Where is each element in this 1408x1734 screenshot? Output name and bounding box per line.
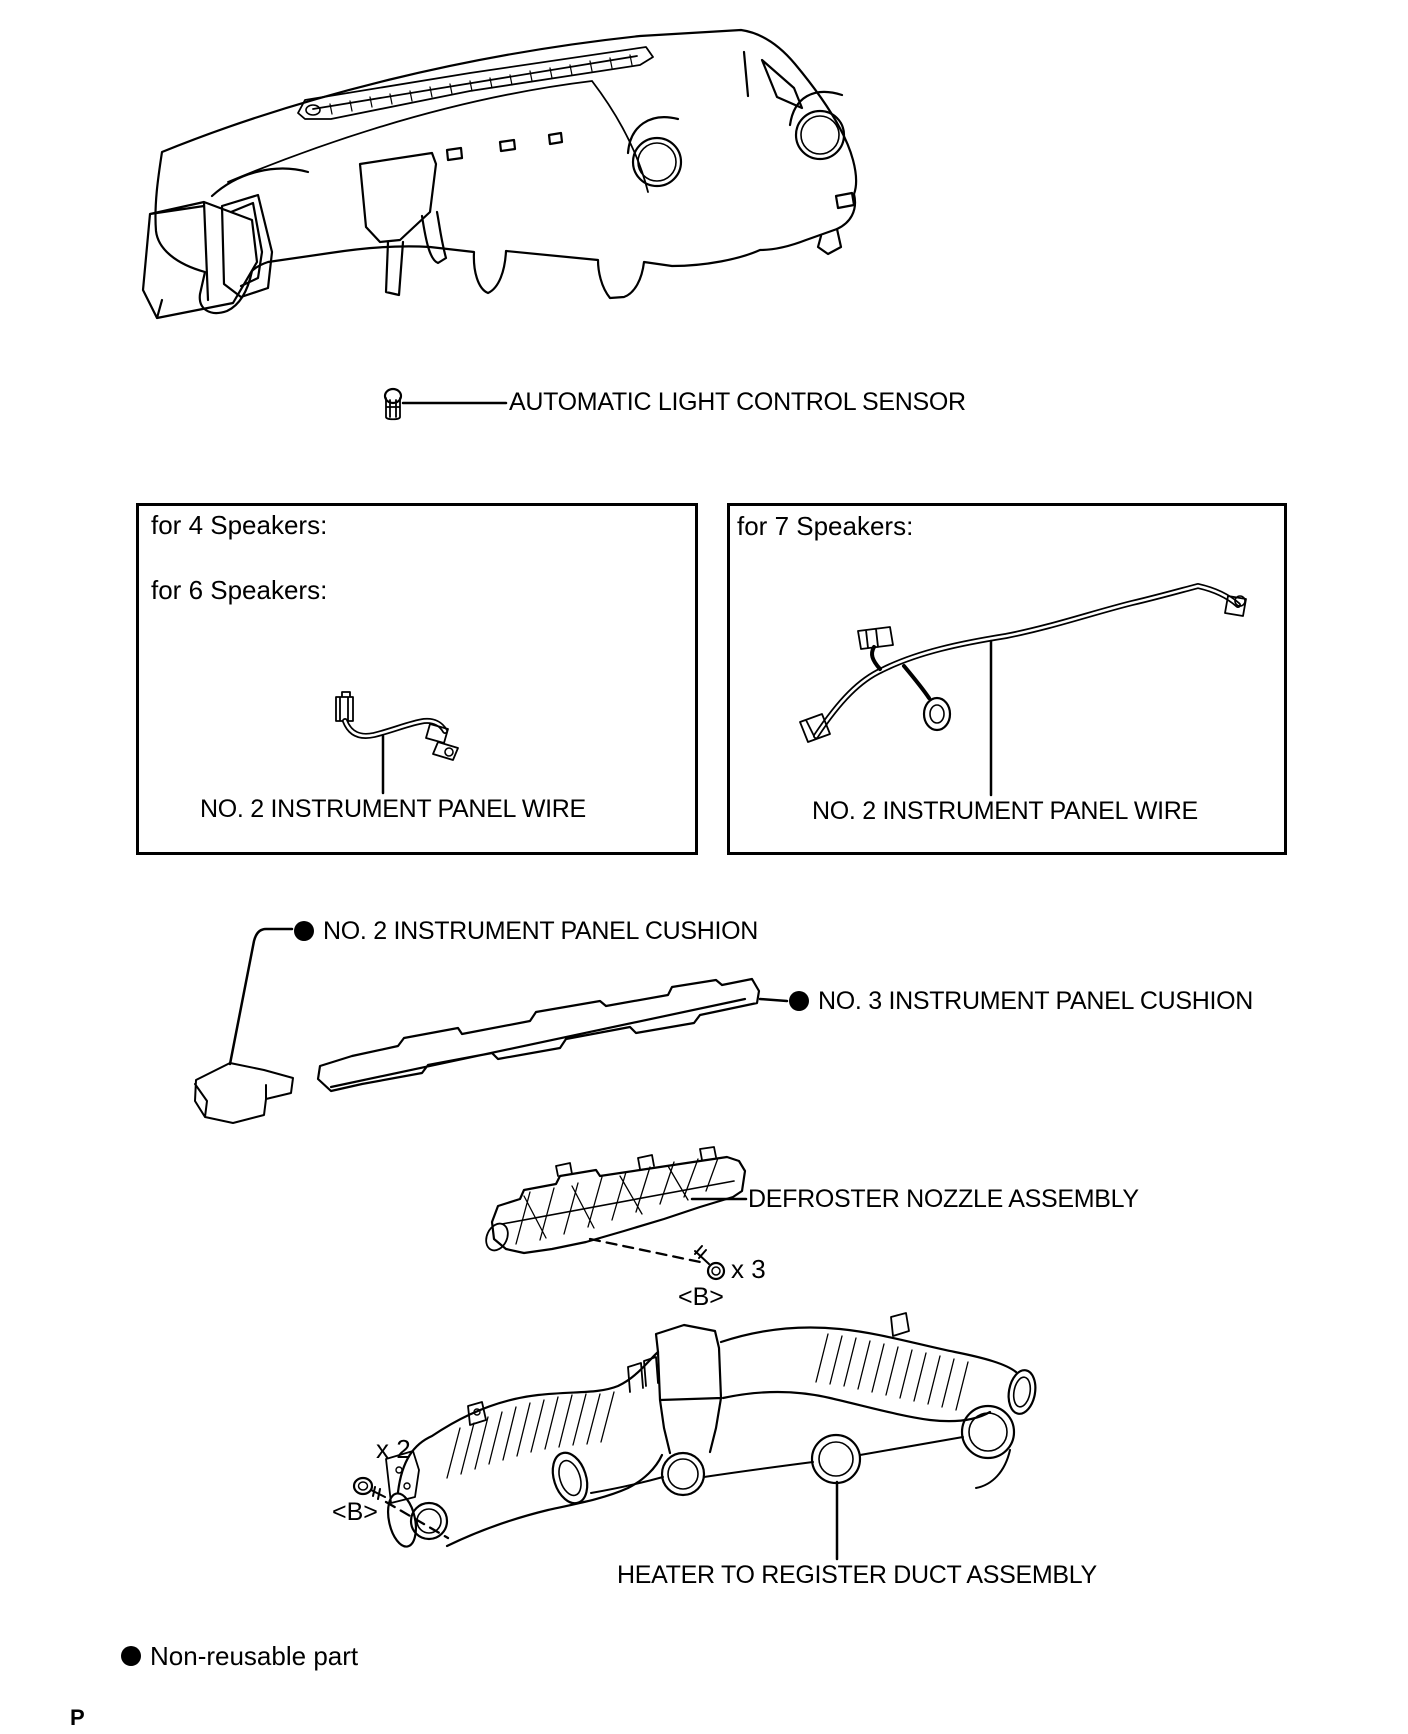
label-heater-duct: HEATER TO REGISTER DUCT ASSEMBLY — [617, 1561, 1097, 1589]
label-cushion-no2 — [294, 918, 758, 944]
label-cushion-no2-text: NO. 2 INSTRUMENT PANEL CUSHION — [323, 917, 759, 945]
heater-duct-drawing — [354, 1313, 1039, 1559]
label-panel-wire-left: NO. 2 INSTRUMENT PANEL WIRE — [200, 795, 586, 823]
label-bolt-code-b-heater: <B> — [332, 1498, 378, 1526]
label-defroster-nozzle: DEFROSTER NOZZLE ASSEMBLY — [748, 1185, 1139, 1213]
label-for-6-speakers: for 6 Speakers: — [151, 575, 328, 605]
label-light-sensor: AUTOMATIC LIGHT CONTROL SENSOR — [509, 388, 966, 416]
label-screw-count-x2: x 2 — [376, 1434, 411, 1464]
defroster-nozzle-drawing — [482, 1147, 746, 1279]
label-cushion-no3 — [789, 988, 1253, 1014]
screw-leader-dashed-defroster — [590, 1239, 700, 1262]
legend-non-reusable-text: Non-reusable part — [150, 1641, 359, 1671]
leader-line-cushion2 — [230, 929, 292, 1064]
cluster-opening-drawing — [212, 169, 308, 297]
non-reusable-bullet-icon — [121, 1646, 141, 1666]
label-panel-wire-right: NO. 2 INSTRUMENT PANEL WIRE — [812, 797, 1198, 825]
label-for-7-speakers: for 7 Speakers: — [737, 511, 914, 541]
light-sensor-drawing — [385, 389, 506, 419]
label-bolt-code-b-defroster: <B> — [678, 1283, 724, 1311]
screw-icon-heater — [354, 1478, 385, 1499]
label-for-4-speakers: for 4 Speakers: — [151, 510, 328, 540]
cushion-no2-drawing — [195, 929, 293, 1123]
label-screw-count-x3: x 3 — [731, 1254, 766, 1284]
label-cushion-no3-text: NO. 3 INSTRUMENT PANEL CUSHION — [818, 987, 1254, 1015]
instrument-panel-drawing — [143, 30, 856, 318]
cushion-no3-drawing — [318, 979, 787, 1091]
non-reusable-bullet-icon — [294, 921, 314, 941]
non-reusable-bullet-icon — [789, 991, 809, 1011]
page-footer-mark: P — [70, 1705, 85, 1730]
center-bracket-drawing — [360, 133, 562, 295]
legend-non-reusable — [121, 1643, 358, 1669]
leader-line-cushion3 — [760, 999, 787, 1001]
